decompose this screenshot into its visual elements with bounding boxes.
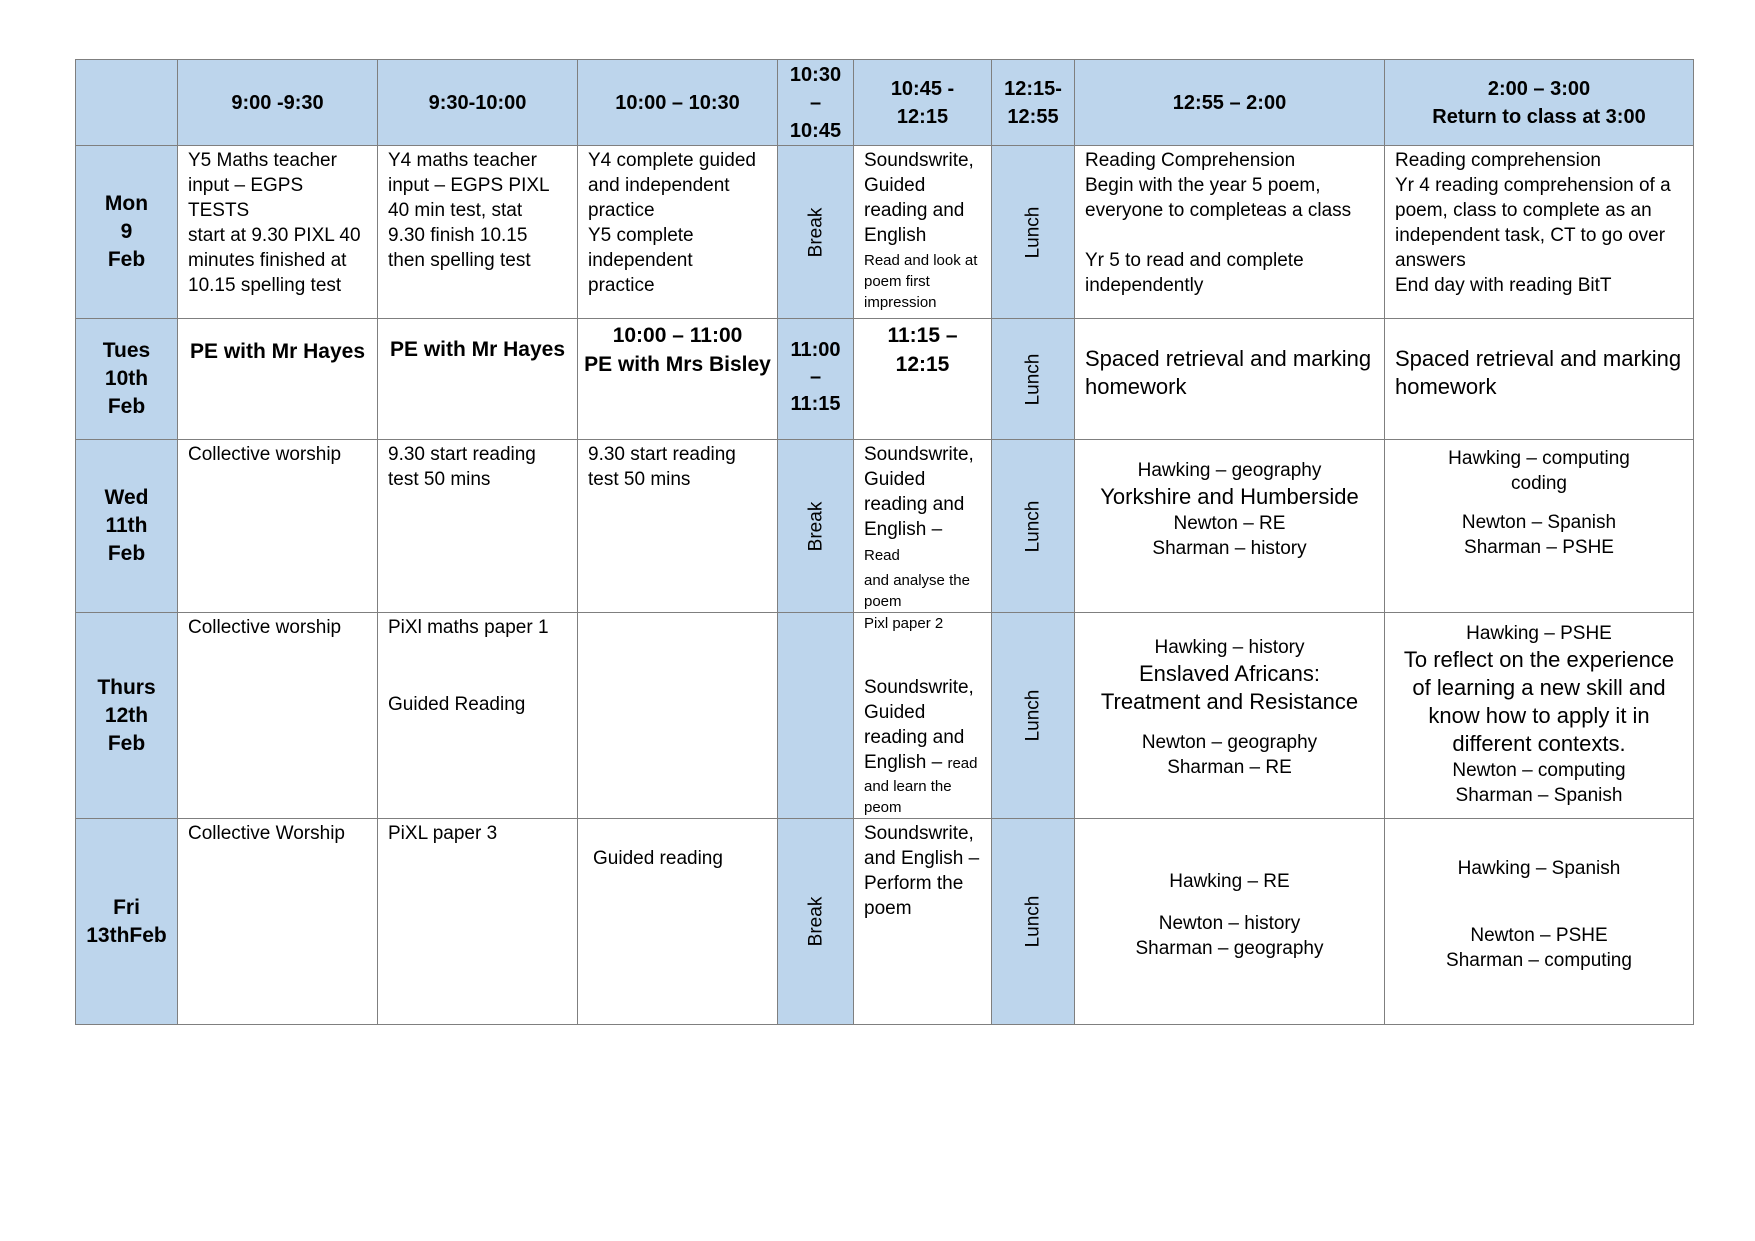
lesson-cell [578, 440, 778, 613]
cell-text [854, 440, 991, 568]
break-label: Break [804, 501, 826, 551]
lunch-label: Lunch [1022, 895, 1044, 948]
lesson-cell [378, 613, 578, 819]
cell-text-main: Soundswrite, Guided reading and English – [864, 677, 974, 773]
lesson-cell [1385, 819, 1694, 1025]
lesson-cell [854, 819, 992, 1025]
lunch-cell [992, 319, 1075, 440]
header-row [76, 60, 1694, 146]
cell-text: Soundswrite, Guided reading and English [864, 150, 974, 246]
cell-text: Guided Reading [388, 694, 526, 715]
cell-text: Y5 Maths teacher input – EGPS TESTS start at 9.30 PIXL 40 minutes finished at 10.15 spelling test [188, 150, 361, 296]
lunch-cell [992, 146, 1075, 319]
lesson-cell [1385, 319, 1694, 440]
lunch-label: Lunch [1022, 689, 1044, 742]
row-friday [76, 819, 1694, 1025]
lesson-cell [1075, 319, 1385, 440]
lesson-cell [1385, 146, 1694, 319]
lesson-cell [1075, 440, 1385, 613]
cell-text: Hawking – Spanish [1457, 858, 1621, 879]
cell-text: Newton – Spanish Sharman – PSHE [1461, 512, 1617, 558]
cell-small-text: Pixl paper 2 [864, 615, 944, 632]
cell-text: Y4 maths teacher input – EGPS PIXL 40 min test, stat 9.30 finish 10.15 then spelling test [388, 150, 550, 271]
slot-header-2: 9:30-10:00 [378, 60, 578, 146]
break-cell [778, 613, 854, 819]
cell-text: 11:00 – 11:15 [790, 339, 841, 415]
cell-text: Yorkshire and Humberside [1100, 484, 1359, 509]
slot-header-3: 10:00 – 10:30 [578, 60, 778, 146]
cell-text-main: Soundswrite, Guided reading and English – [864, 444, 974, 540]
cell-text: PiXL paper 3 [388, 823, 498, 844]
row-thursday [76, 613, 1694, 819]
row-monday [76, 146, 1694, 319]
row-wednesday [76, 440, 1694, 613]
cell-text [854, 634, 991, 776]
cell-text: Spaced retrieval and marking homework [1395, 346, 1682, 399]
cell-text: Hawking – PSHE [1466, 623, 1612, 644]
lesson-cell [578, 613, 778, 819]
cell-text: 11:15 – 12:15 [887, 324, 958, 376]
break-label: Break [804, 207, 826, 257]
lesson-cell [578, 319, 778, 440]
slot-header-5: 10:45 - 12:15 [854, 60, 992, 146]
cell-text: Newton – PSHE Sharman – computing [1446, 925, 1632, 971]
lesson-cell [1075, 146, 1385, 319]
lesson-cell [378, 440, 578, 613]
day-label: Fri 13thFeb [76, 819, 178, 1025]
lunch-cell [992, 819, 1075, 1025]
lesson-cell [854, 146, 992, 319]
return-note: Return to class at 3:00 [1432, 105, 1646, 128]
cell-text: Spaced retrieval and marking homework [1085, 346, 1372, 399]
cell-text: Hawking – computing coding [1448, 448, 1630, 494]
lesson-cell [178, 819, 378, 1025]
cell-text: Hawking – history [1154, 637, 1305, 658]
day-label: Tues 10th Feb [76, 319, 178, 440]
cell-text: Hawking – geography [1137, 460, 1322, 481]
cell-text: Enslaved Africans: Treatment and Resistance [1100, 661, 1359, 714]
cell-text: PE with Mr Hayes [189, 340, 366, 363]
cell-text: PE with Mr Hayes [389, 338, 566, 361]
break-cell [778, 819, 854, 1025]
cell-inline-text: read [947, 755, 978, 772]
lesson-cell [178, 613, 378, 819]
cell-text: Newton – computing Sharman – Spanish [1452, 760, 1626, 806]
lesson-cell [854, 613, 992, 819]
timetable [75, 59, 1694, 1025]
lesson-cell [854, 440, 992, 613]
cell-text: 9.30 start reading test 50 mins [388, 444, 536, 490]
day-label: Mon 9 Feb [76, 146, 178, 319]
cell-text: Guided reading [593, 848, 723, 869]
slot-header-8 [1385, 60, 1694, 146]
lesson-cell [1385, 613, 1694, 819]
cell-text: Collective Worship [188, 823, 345, 844]
lesson-cell [378, 146, 578, 319]
lunch-cell [992, 440, 1075, 613]
lesson-cell [854, 319, 992, 440]
cell-text: Collective worship [188, 444, 342, 465]
day-label: Wed 11th Feb [76, 440, 178, 613]
lesson-cell [1075, 819, 1385, 1025]
break-cell [778, 440, 854, 613]
cell-text: PiXl maths paper 1 [388, 617, 549, 638]
cell-text: Soundswrite, and English – Perform the poem [864, 823, 980, 919]
lesson-cell [378, 819, 578, 1025]
slot-header-6: 12:15- 12:55 [992, 60, 1075, 146]
day-label: Thurs 12th Feb [76, 613, 178, 819]
row-tuesday [76, 319, 1694, 440]
cell-inline-text: Read [864, 547, 900, 564]
lunch-label: Lunch [1022, 500, 1044, 552]
cell-text: Y4 complete guided and independent practice Y5 complete independent practice [588, 150, 756, 296]
cell-text: To reflect on the experience of learning a new skill and know how to apply it in different contexts. [1403, 647, 1675, 756]
lesson-cell [1385, 440, 1694, 613]
slot-header-4: 10:30 – 10:45 [778, 60, 854, 146]
cell-text: Newton – RE Sharman – history [1152, 513, 1307, 559]
lesson-cell [178, 146, 378, 319]
lesson-cell [178, 319, 378, 440]
lesson-cell [578, 146, 778, 319]
lesson-cell [178, 440, 378, 613]
cell-text: Collective worship [188, 617, 342, 638]
lunch-cell [992, 613, 1075, 819]
lunch-label: Lunch [1022, 206, 1044, 258]
slot-header-8-time: 2:00 – 3:00 [1487, 77, 1591, 100]
cell-text: Reading comprehension Yr 4 reading comprehension of a poem, class to complete as an independent task, CT to go over answers End day with reading BitT [1395, 150, 1671, 296]
cell-small-text: Read and look at poem first impression [864, 252, 978, 311]
cell-text: Reading Comprehension Begin with the year 5 poem, everyone to completeas a class Yr 5 to read and complete independently [1085, 150, 1352, 296]
cell-text: 9.30 start reading test 50 mins [588, 444, 736, 490]
cell-text: Newton – geography Sharman – RE [1141, 732, 1318, 778]
slot-header-1: 9:00 -9:30 [178, 60, 378, 146]
cell-text: 10:00 – 11:00 PE with Mrs Bisley [584, 324, 771, 376]
cell-text: Hawking – RE [1169, 871, 1290, 892]
break-cell [778, 319, 854, 440]
break-cell [778, 146, 854, 319]
lunch-label: Lunch [1022, 353, 1044, 405]
cell-small-text: and learn the peom [864, 778, 952, 816]
lesson-cell [1075, 613, 1385, 819]
lesson-cell [378, 319, 578, 440]
cell-text: Newton – history Sharman – geography [1135, 913, 1324, 959]
slot-header-7: 12:55 – 2:00 [1075, 60, 1385, 146]
break-label: Break [804, 896, 826, 947]
cell-small-text: and analyse the poem [864, 572, 970, 610]
lesson-cell [578, 819, 778, 1025]
corner-cell [76, 60, 178, 146]
